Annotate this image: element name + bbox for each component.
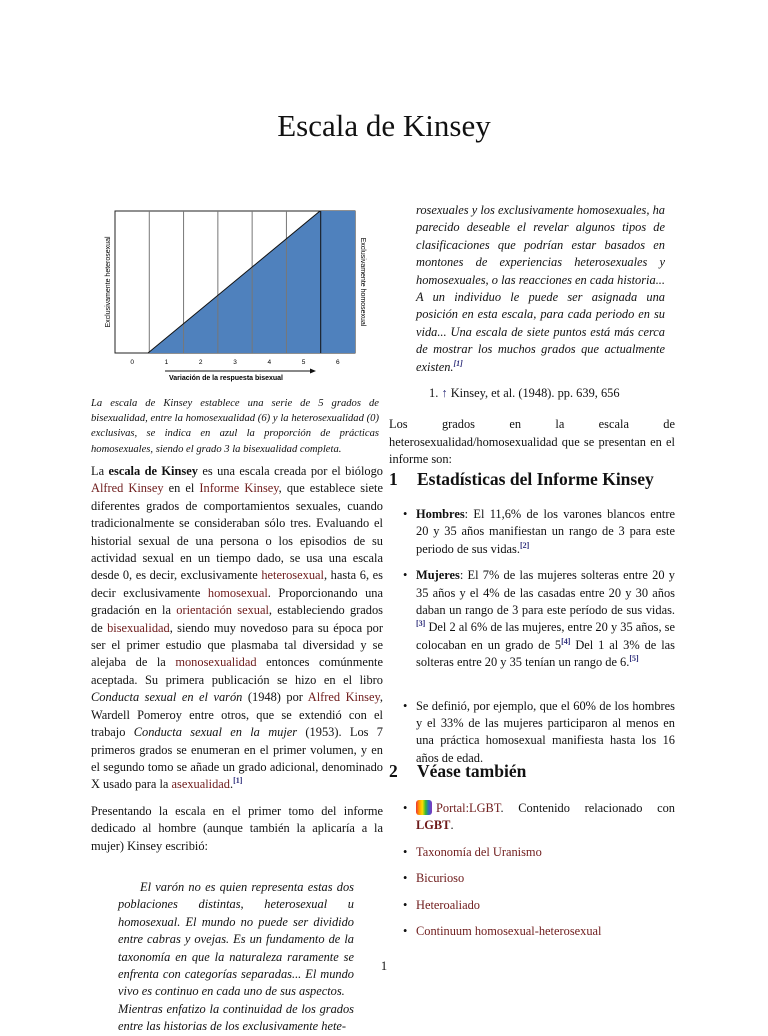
text-run: , Wardell Pomeroy entre otros, que se extendió con el trabajo xyxy=(91,690,383,740)
list-item xyxy=(403,567,675,671)
left-column xyxy=(91,463,383,1036)
wiki-link[interactable]: Bicurioso xyxy=(416,871,465,886)
axis-label: Variación de la respuesta bisexual xyxy=(169,375,283,382)
citation-link[interactable]: [4] xyxy=(561,636,571,646)
wiki-link[interactable]: bisexualidad xyxy=(107,620,170,635)
text-run: . xyxy=(230,777,234,792)
tick-label: 1 xyxy=(164,359,169,366)
footnote xyxy=(429,385,675,402)
text-run: Mientras enfatizo la continuidad de los grados entre las historias de los exclusivamente hete- xyxy=(118,1001,354,1034)
section-title: Estadísticas del Informe Kinsey xyxy=(417,469,654,489)
citation-link[interactable]: [1] xyxy=(233,776,243,786)
wiki-link[interactable]: asexualidad xyxy=(171,777,231,792)
citation-link[interactable]: [3] xyxy=(416,619,426,629)
wiki-link[interactable]: orientación sexual xyxy=(176,603,269,618)
text-run: La xyxy=(91,464,109,478)
kinsey-quote-continued xyxy=(416,202,665,376)
section-number: 1 xyxy=(389,469,398,489)
text-run: Presentando la escala en el primer tomo del informe dedicado al hombre (aunque también la aplicaría a la mujer) Kinsey escribió: xyxy=(91,803,383,853)
page-title: Escala de Kinsey xyxy=(277,108,491,143)
tick-label: 2 xyxy=(198,359,203,366)
citation-link[interactable]: [5] xyxy=(629,654,639,664)
wiki-link[interactable]: monosexualidad xyxy=(175,655,257,670)
text-run: Del 1 al 3% de las solteras entre 20 y 35 tenían un rango de 6. xyxy=(416,637,675,670)
text-run: rosexuales y los exclusivamente homosexuales, ha parecido deseable el revelar algunos tipos de clasificaciones que podrían estar basados en montones de experiencias heterosexuales y homosexuales, o las reacciones en cada historia... A un individuo le puede ser asignada una posición en esta escala, para cada periodo en su vida... Una escala de siete puntos está más cerca de mostrar los muchos grados que actualmente existen. xyxy=(416,203,665,374)
text-run: entonces comúnmente aceptada. Su primera publicación se hizo en el libro xyxy=(91,655,383,687)
tick-label: 3 xyxy=(233,359,237,366)
text-run: El varón no es quien representa estas dos poblaciones distintas, heterosexual u homosexual. El mundo no puede ser dividido entre cabras y ovejas. Es un fundamento de la taxonomía en que la naturaleza raramente se enfrenta con categorías separadas... El mundo vivo es continuo en cada uno de sus aspectos. xyxy=(118,879,354,999)
section-heading-statistics xyxy=(389,469,654,490)
tick-label: 4 xyxy=(267,359,272,366)
wiki-link[interactable]: Informe Kinsey xyxy=(199,481,279,496)
list-item xyxy=(403,923,675,940)
text-run: : El 11,6% de los varones blancos entre 20 y 35 años manifiestan un rango de 3 para este periodo de sus vidas. xyxy=(416,507,675,556)
text-run: , que establece siete diferentes grados de comportamientos sexuales, cuando tradicionalmente se consideraban sólo tres. Evaluando el historial sexual de una persona o los episodios de su actividad sexual en un tiempo dado, se usa una escala desde 0, es decir, exclusivamente xyxy=(91,481,383,583)
figure-caption: La escala de Kinsey establece una serie de 5 grados de bisexualidad, entre la homosexualidad (6) y la heterosexualidad (0) exclusivas, se indica en azul la proporción de prácticas homosexuales, siendo el grado 3 la bisexualidad completa. xyxy=(91,398,379,455)
wiki-link[interactable]: Portal:LGBT xyxy=(436,801,501,815)
wiki-link[interactable]: Heteroaliado xyxy=(416,897,480,912)
kinsey-scale-diagram xyxy=(100,200,370,385)
list-item xyxy=(403,800,675,835)
text-run: (1948) por xyxy=(242,690,308,705)
back-reference-link[interactable]: ↑ xyxy=(441,386,448,401)
text-run: . Contenido relacionado con xyxy=(500,801,675,815)
book-title: Conducta sexual en el varón xyxy=(91,690,243,705)
citation-link[interactable]: [1] xyxy=(453,358,463,368)
text-run: , siendo muy novedoso para su época por ser el primer estudio que plasmaba tal diversidad y se alejaba de la xyxy=(91,620,384,670)
text-run: , estableciendo grados de xyxy=(91,603,383,635)
wiki-link[interactable]: Alfred Kinsey xyxy=(307,690,380,705)
lgbt-portal-icon xyxy=(416,800,432,815)
left-axis-label: Exclusivamente heterosexual xyxy=(105,236,112,328)
wiki-link[interactable]: Taxonomía del Uranismo xyxy=(416,844,542,859)
grades-intro-paragraph xyxy=(389,416,675,468)
section-number: 2 xyxy=(389,761,398,781)
right-axis-label: Exclusivamente homosexual xyxy=(359,237,366,327)
presenting-paragraph xyxy=(91,803,383,855)
text-run: , hasta 6, es decir exclusivamente xyxy=(91,568,383,600)
text-run: . Proporcionando una gradación en la xyxy=(91,585,383,618)
wiki-link[interactable]: Continuum homosexual-heterosexual xyxy=(416,924,602,939)
list-item xyxy=(403,870,675,887)
see-also-list xyxy=(403,800,675,940)
wiki-link[interactable]: homosexual xyxy=(207,585,268,600)
page-number: 1 xyxy=(380,959,388,973)
right-column xyxy=(389,202,675,469)
text-run: Se definió, por ejemplo, que el 60% de los hombres y el 33% de las mujeres participaron al menos en una práctica homosexual manifiesta hasta los 16 años de edad. xyxy=(416,698,675,765)
list-item xyxy=(403,844,675,861)
text-run: : El 7% de las mujeres solteras entre 20 y 35 años y el 4% de las casadas entre 20 y 30 años daban un rango de 3 para este período de sus vidas. xyxy=(416,568,675,618)
text-run: en el xyxy=(163,481,200,496)
text-run: (1953). Los 7 primeros grados se enumeran en el primer volumen, y en el segundo tomo se añade un grado adicional, denominado X usado para la xyxy=(91,725,383,792)
text-run: Del 2 al 6% de las mujeres, entre 20 y 35 años, se colocaban en un grado de 5 xyxy=(416,620,675,652)
section-title: Véase también xyxy=(417,761,527,781)
text-run: Kinsey, et al. (1948). pp. 639, 656 xyxy=(447,386,620,401)
list-item xyxy=(403,897,675,914)
text-run: 1. xyxy=(429,386,442,401)
quote-paragraph xyxy=(118,1001,354,1036)
tick-label: 0 xyxy=(130,359,134,366)
bold-term: Hombres xyxy=(416,507,465,521)
text-run: . xyxy=(450,818,454,833)
text-run: Los grados en la escala de heterosexualidad/homosexualidad que se presentan en el informe son: xyxy=(389,417,675,467)
list-item xyxy=(403,698,675,768)
wiki-link[interactable]: LGBT xyxy=(416,818,451,833)
tick-label: 6 xyxy=(336,359,340,366)
bold-term: Mujeres xyxy=(416,568,460,583)
list-item xyxy=(403,506,675,558)
intro-paragraph xyxy=(91,463,383,794)
text-run: es una escala creada por el biólogo xyxy=(197,464,383,478)
quote-paragraph xyxy=(416,202,665,376)
wiki-link[interactable]: heterosexual xyxy=(261,568,324,583)
tick-label: 5 xyxy=(301,359,306,366)
statistics-list xyxy=(403,506,675,767)
bold-term: escala de Kinsey xyxy=(108,464,198,478)
book-title: Conducta sexual en la mujer xyxy=(133,725,298,740)
quote-paragraph xyxy=(118,879,354,1001)
citation-link[interactable]: [2] xyxy=(519,540,530,550)
axis-arrowhead xyxy=(310,369,316,374)
section-heading-see-also xyxy=(389,761,526,782)
kinsey-quote xyxy=(118,879,354,1036)
wiki-link[interactable]: Alfred Kinsey xyxy=(91,481,164,496)
